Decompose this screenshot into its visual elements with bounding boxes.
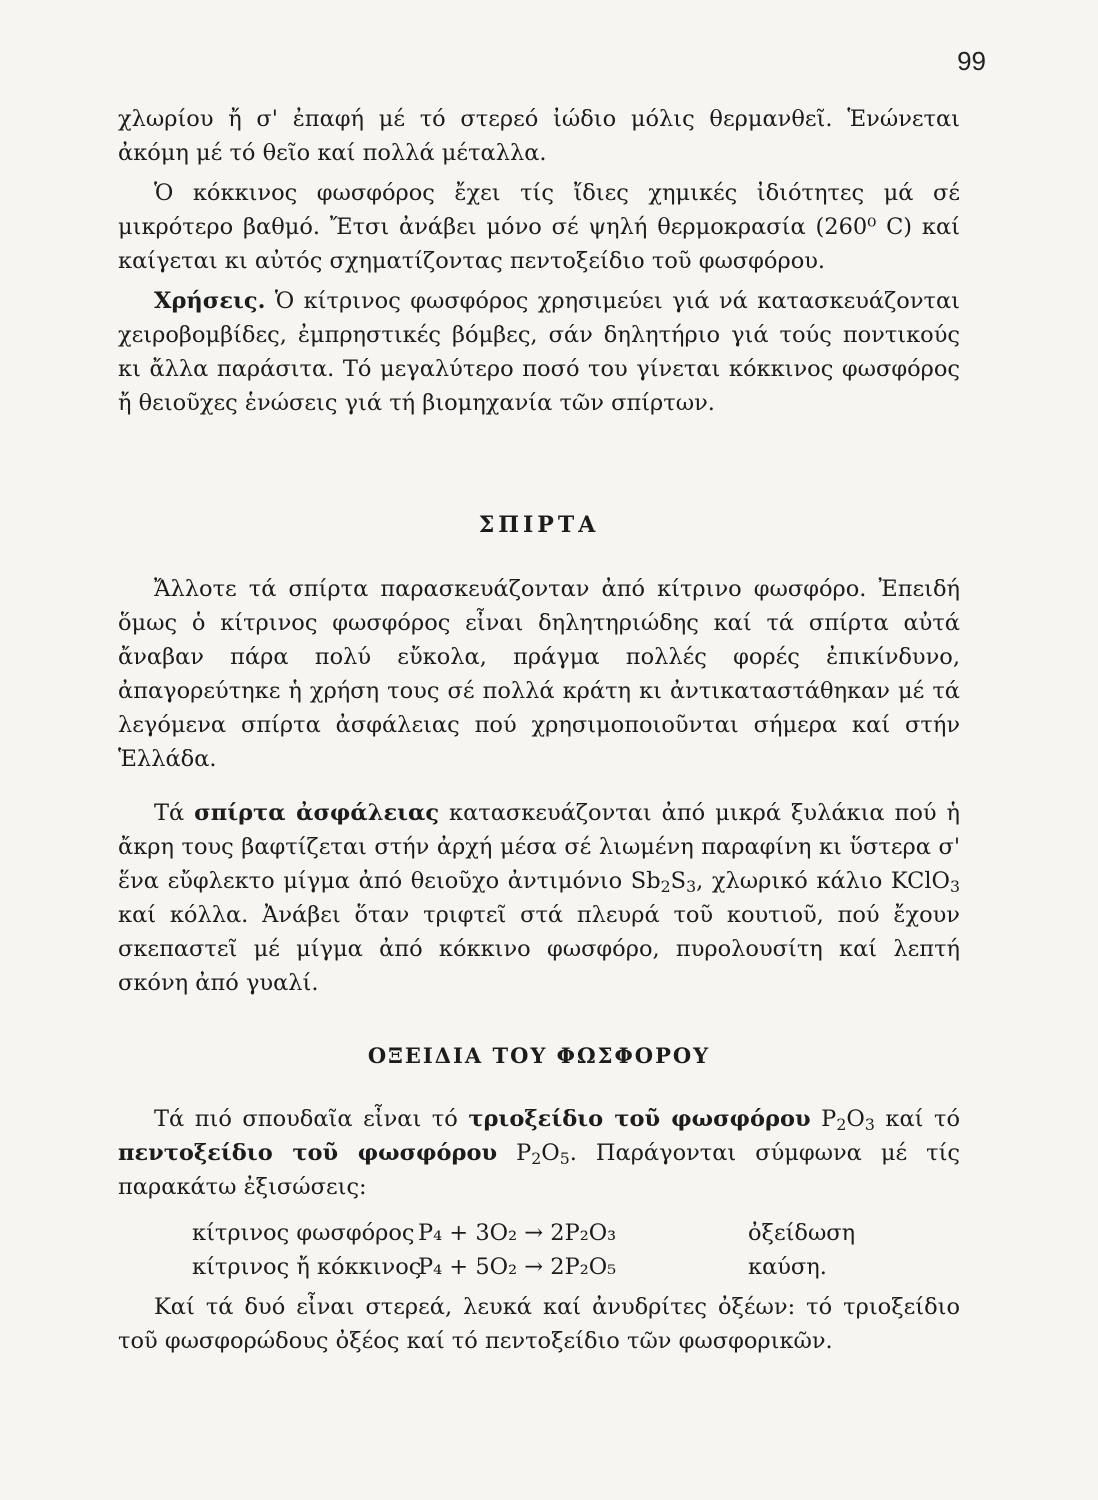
- subscript: 3: [864, 1115, 875, 1134]
- paragraph-oxides-intro: [118, 1102, 960, 1204]
- section-oxides: [118, 1102, 960, 1358]
- text-span: κατασκευάζονται ἀπό μικρά ξυλάκια πού ἡ ἄκρη τους βαφτίζεται στήν ἀρχή μέσα σέ λιωμένη παραφίνη κι ὕστερα σ' ἕνα εὔφλεκτο μίγμα ἀπό θειοῦχο ἀντιμόνιο: [118, 800, 960, 894]
- text-span: καί κόλλα. Ἀνάβει ὅταν τριφτεῖ στά πλευρά τοῦ κουτιοῦ, πού ἔχουν σκεπαστεῖ μέ μίγμα ἀπό κόκκινο φωσφόρο, πυρολουσίτη καί λεπτή σκόνη ἀπό γυαλί.: [118, 902, 960, 996]
- subscript: 2: [836, 1115, 847, 1134]
- equations: [118, 1216, 960, 1284]
- formula-o: O: [541, 1140, 560, 1166]
- formula-sb: Sb: [630, 868, 661, 894]
- paragraph-oxides-properties: Καί τά δυό εἶναι στερεά, λευκά καί ἀνυδρίτες ὀξέων: τό τριοξείδιο τοῦ φωσφορώδους ὀξέος καί τό πεντοξείδιο τῶν φωσφορικῶν.: [118, 1294, 960, 1354]
- equation-oxidation: [192, 1216, 960, 1250]
- equation-note: ὀξείδωση: [748, 1220, 856, 1246]
- page-number: 99: [957, 46, 986, 76]
- formula-kclo: KClO: [890, 868, 950, 894]
- paragraph-matches-history: Ἄλλοτε τά σπίρτα παρασκευάζονταν ἀπό κίτρινο φωσφόρο. Ἐπειδή ὅμως ὁ κίτρινος φωσφόρος εἶναι δηλητηριώδης καί τά σπίρτα αὐτά ἄναβαν πάρα πολύ εὔκολα, πράγμα πολλές φορές ἐπικίνδυνο, ἀπαγορεύτηκε ἡ χρήση τους σέ πολλά κράτη κι ἀντικαταστάθηκαν μέ τά λεγόμενα σπίρτα ἀσφάλειας πού χρησιμοποιοῦνται σήμερα καί στήν Ἑλλάδα.: [118, 576, 960, 772]
- equation-note: καύση.: [748, 1254, 827, 1280]
- equation-combustion: [192, 1250, 960, 1284]
- text-span: , χλωρικό κάλιο: [696, 868, 891, 894]
- equation-label: κίτρινος ἤ κόκκινος: [192, 1254, 422, 1280]
- subscript: 2: [660, 877, 671, 896]
- trioxide-term: τριοξείδιο τοῦ φωσφόρου: [468, 1106, 811, 1132]
- section-phosphorus-properties: [118, 102, 960, 420]
- text-span: καί τό: [874, 1106, 960, 1132]
- equation-formula: P₄ + 3O₂ → 2P₂O₃: [418, 1220, 617, 1246]
- text-span: Τά πιό σπουδαῖα εἶναι τό: [154, 1106, 469, 1132]
- subscript: 3: [686, 877, 697, 896]
- paragraph-safety-matches: [118, 796, 960, 1000]
- formula-o: O: [846, 1106, 865, 1132]
- paragraph-red-phosphorus: Ὁ κόκκινος φωσφόρος ἔχει τίς ἴδιες χημικές ἰδιότητες μά σέ μικρότερο βαθμό. Ἔτσι ἀνάβει μόνο σέ ψηλή θερμοκρασία (260⁰ C) καί καίγεται κι αὐτός σχηματίζοντας πεντοξείδιο τοῦ φωσφόρου.: [118, 180, 960, 274]
- formula-p: P: [497, 1140, 532, 1166]
- subscript: 3: [949, 877, 960, 896]
- equation-formula: P₄ + 5O₂ → 2P₂O₅: [418, 1254, 617, 1280]
- subscript: 5: [559, 1149, 570, 1168]
- safety-matches-term: σπίρτα ἀσφάλειας: [194, 800, 440, 826]
- section-matches: [118, 572, 960, 1000]
- uses-text: Ὁ κίτρινος φωσφόρος χρησιμεύει γιά νά κατασκευάζονται χειροβομβίδες, ἐμπρηστικές βόμβες, σάν δηλητήριο γιά τούς ποντικούς κι ἄλλα παράσιτα. Τό μεγαλύτερο ποσό του γίνεται κόκκινος φωσφόρος ἤ θειοῦχες ἑνώσεις γιά τή βιομηχανία τῶν σπίρτων.: [118, 288, 960, 416]
- equation-label: κίτρινος φωσφόρος: [192, 1220, 415, 1246]
- subscript: 2: [531, 1149, 542, 1168]
- heading-matches: ΣΠΙΡΤΑ: [478, 512, 600, 538]
- pentoxide-term: πεντοξείδιο τοῦ φωσφόρου: [118, 1140, 498, 1166]
- text-span: Τά: [154, 800, 195, 826]
- formula-s: S: [670, 868, 687, 894]
- uses-label: Χρήσεις.: [154, 288, 266, 314]
- paragraph-uses: [118, 284, 960, 420]
- heading-phosphorus-oxides: ΟΞΕΙΔΙΑ ΤΟΥ ΦΩΣΦΟΡΟΥ: [367, 1043, 711, 1068]
- paragraph-chlorine: χλωρίου ἤ σ' ἐπαφή μέ τό στερεό ἰώδιο μόλις θερμανθεῖ. Ἑνώνεται ἀκόμη μέ τό θεῖο καί πολλά μέταλλα.: [118, 106, 960, 166]
- text-span: . Παράγονται σύμφωνα μέ τίς παρακάτω ἐξισώσεις:: [118, 1140, 960, 1200]
- formula-p: P: [810, 1106, 837, 1132]
